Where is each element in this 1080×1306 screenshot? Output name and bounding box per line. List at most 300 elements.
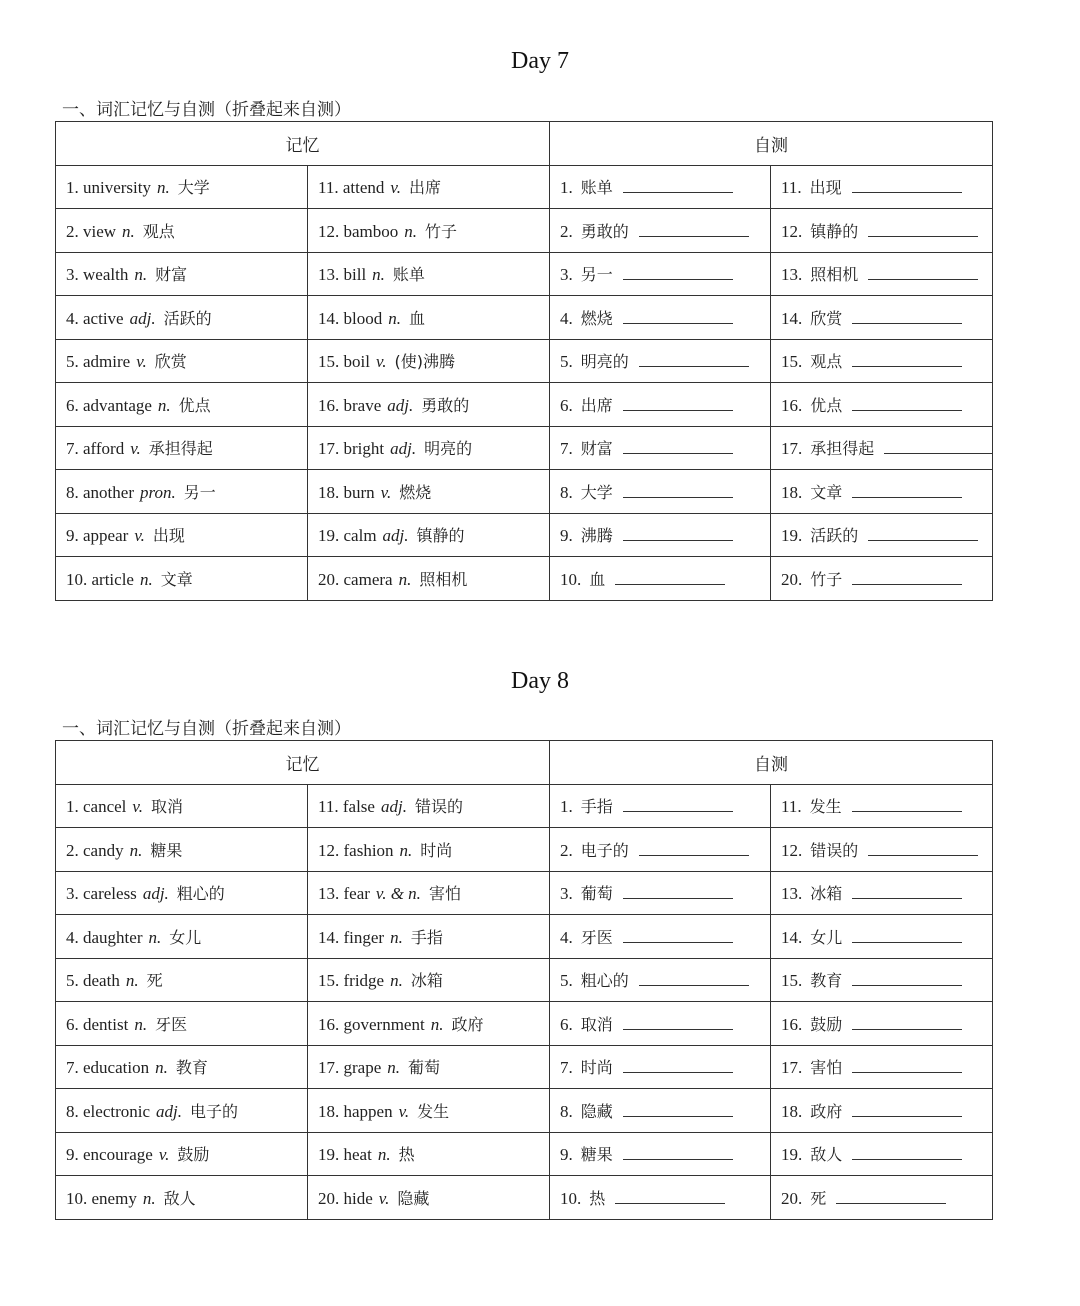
answer-blank[interactable]	[852, 797, 962, 812]
meaning: 女儿	[169, 927, 202, 947]
test-number: 11.	[781, 797, 802, 817]
word: 1. university	[66, 178, 151, 198]
part-of-speech: n.	[399, 840, 413, 860]
test-number: 20.	[781, 1188, 803, 1208]
table-row	[56, 1089, 993, 1133]
word: 11. false	[318, 797, 375, 817]
self-test-cell	[771, 339, 993, 383]
word: 1. cancel	[66, 797, 127, 817]
memory-cell	[308, 470, 550, 514]
answer-blank[interactable]	[623, 884, 733, 899]
test-number: 10.	[560, 1188, 582, 1208]
part-of-speech: n.	[139, 569, 153, 589]
table-row	[56, 1045, 993, 1089]
memory-cell	[308, 828, 550, 872]
self-test-cell	[771, 252, 993, 296]
word: 14. finger	[318, 927, 385, 947]
answer-blank[interactable]	[852, 928, 962, 943]
test-number: 11.	[781, 178, 802, 198]
answer-blank[interactable]	[639, 971, 749, 986]
self-test-cell	[771, 1002, 993, 1046]
word: 15. boil	[318, 352, 370, 372]
answer-blank[interactable]	[623, 178, 733, 193]
test-prompt: 另一	[580, 265, 613, 285]
test-prompt: 勇敢的	[580, 221, 629, 241]
meaning: (使)沸腾	[394, 352, 455, 372]
answer-blank[interactable]	[623, 265, 733, 280]
memory-cell	[308, 1176, 550, 1220]
memory-cell	[308, 339, 550, 383]
memory-cell	[308, 426, 550, 470]
part-of-speech: n.	[125, 971, 139, 991]
word: 9. encourage	[66, 1145, 153, 1165]
memory-cell	[56, 165, 308, 209]
self-test-cell	[550, 1002, 771, 1046]
meaning: 鼓励	[177, 1145, 210, 1165]
test-number: 12.	[781, 840, 803, 860]
answer-blank[interactable]	[836, 1189, 946, 1204]
memory-cell	[308, 165, 550, 209]
part-of-speech: n.	[430, 1014, 444, 1034]
answer-blank[interactable]	[852, 309, 962, 324]
meaning: 牙医	[155, 1014, 188, 1034]
meaning: 燃烧	[399, 482, 432, 502]
test-prompt: 镇静的	[810, 221, 859, 241]
part-of-speech: n.	[134, 1014, 148, 1034]
meaning: 敌人	[163, 1188, 196, 1208]
meaning: 镇静的	[416, 526, 465, 546]
word: 16. government	[318, 1014, 425, 1034]
self-test-cell	[771, 1045, 993, 1089]
table-row	[56, 296, 993, 340]
meaning: 手指	[410, 927, 443, 947]
test-prompt: 承担得起	[810, 439, 875, 459]
test-prompt: 手指	[580, 797, 613, 817]
meaning: 害怕	[428, 884, 461, 904]
test-number: 2.	[560, 840, 573, 860]
answer-blank[interactable]	[639, 352, 749, 367]
part-of-speech: v.	[158, 1145, 170, 1165]
test-prompt: 粗心的	[580, 971, 629, 991]
meaning: 葡萄	[408, 1058, 441, 1078]
word: 13. fear	[318, 884, 370, 904]
memory-cell	[56, 426, 308, 470]
answer-blank[interactable]	[623, 309, 733, 324]
test-prompt: 错误的	[810, 840, 859, 860]
self-test-cell	[550, 513, 771, 557]
memory-cell	[56, 915, 308, 959]
self-test-cell	[550, 165, 771, 209]
meaning: 优点	[178, 395, 211, 415]
answer-blank[interactable]	[623, 1145, 733, 1160]
test-number: 1.	[560, 178, 573, 198]
part-of-speech: n.	[377, 1145, 391, 1165]
part-of-speech: n.	[129, 840, 143, 860]
memory-cell	[56, 828, 308, 872]
self-test-cell	[550, 1089, 771, 1133]
meaning: 热	[398, 1145, 415, 1165]
part-of-speech: adj.	[382, 526, 409, 546]
meaning: 时尚	[420, 840, 453, 860]
memory-cell	[56, 470, 308, 514]
answer-blank[interactable]	[623, 526, 733, 541]
table-row	[56, 252, 993, 296]
table-row	[56, 339, 993, 383]
test-number: 9.	[560, 1145, 573, 1165]
word: 15. fridge	[318, 971, 385, 991]
table-header-row	[56, 122, 993, 166]
self-test-cell	[550, 871, 771, 915]
meaning: 血	[408, 308, 425, 328]
table-row	[56, 1132, 993, 1176]
test-prompt: 害怕	[810, 1058, 843, 1078]
table-row	[56, 557, 993, 601]
answer-blank[interactable]	[852, 884, 962, 899]
self-test-cell	[771, 296, 993, 340]
test-prompt: 死	[810, 1188, 827, 1208]
answer-blank[interactable]	[852, 1015, 962, 1030]
memory-cell	[308, 958, 550, 1002]
memory-cell	[56, 339, 308, 383]
self-test-cell	[550, 296, 771, 340]
word: 9. appear	[66, 526, 129, 546]
test-prompt: 出席	[580, 395, 613, 415]
part-of-speech: v.	[134, 526, 145, 546]
test-prompt: 财富	[580, 439, 613, 459]
memory-cell	[308, 513, 550, 557]
test-prompt: 优点	[810, 395, 843, 415]
self-test-cell	[550, 470, 771, 514]
meaning: 取消	[150, 797, 183, 817]
self-test-cell	[771, 557, 993, 601]
word: 2. candy	[66, 840, 124, 860]
answer-blank[interactable]	[852, 1102, 962, 1117]
test-prompt: 热	[589, 1188, 606, 1208]
table-row	[56, 513, 993, 557]
test-prompt: 燃烧	[580, 308, 613, 328]
self-test-cell	[550, 252, 771, 296]
memory-cell	[56, 1176, 308, 1220]
word: 20. camera	[318, 569, 393, 589]
memory-cell	[308, 1089, 550, 1133]
meaning: 文章	[160, 569, 193, 589]
test-prompt: 电子的	[580, 840, 629, 860]
answer-blank[interactable]	[623, 396, 733, 411]
test-prompt: 竹子	[810, 569, 843, 589]
part-of-speech: v.	[390, 178, 401, 198]
part-of-speech: n.	[372, 265, 385, 285]
part-of-speech: adj.	[156, 1101, 182, 1121]
word: 10. enemy	[66, 1188, 137, 1208]
test-number: 1.	[560, 797, 573, 817]
memory-cell	[308, 1045, 550, 1089]
table-row	[56, 915, 993, 959]
vocab-table	[55, 740, 993, 1220]
table-row	[56, 383, 993, 427]
test-prompt: 出现	[809, 178, 842, 198]
self-test-cell	[771, 1089, 993, 1133]
self-test-header: 自测	[550, 741, 993, 785]
memory-cell	[308, 871, 550, 915]
meaning: 死	[146, 971, 163, 991]
memory-header: 记忆	[56, 741, 550, 785]
answer-blank[interactable]	[884, 439, 992, 454]
memory-cell	[56, 252, 308, 296]
word: 19. heat	[318, 1145, 372, 1165]
meaning: 发生	[417, 1101, 450, 1121]
test-number: 15.	[781, 352, 803, 372]
meaning: 账单	[392, 265, 425, 285]
word: 20. hide	[318, 1188, 373, 1208]
answer-blank[interactable]	[623, 797, 733, 812]
test-prompt: 活跃的	[810, 526, 859, 546]
part-of-speech: n.	[404, 221, 418, 241]
self-test-cell	[771, 828, 993, 872]
test-prompt: 账单	[580, 178, 613, 198]
memory-cell	[56, 1089, 308, 1133]
test-prompt: 冰箱	[810, 884, 843, 904]
memory-cell	[308, 1002, 550, 1046]
memory-cell	[56, 383, 308, 427]
memory-cell	[56, 296, 308, 340]
answer-blank[interactable]	[623, 483, 733, 498]
word: 16. brave	[318, 395, 382, 415]
part-of-speech: v.	[398, 1101, 410, 1121]
memory-cell	[308, 915, 550, 959]
test-number: 10.	[560, 569, 582, 589]
meaning: 观点	[142, 221, 175, 241]
meaning: 活跃的	[163, 308, 212, 328]
self-test-cell	[771, 915, 993, 959]
test-number: 20.	[781, 569, 803, 589]
memory-cell	[56, 958, 308, 1002]
memory-cell	[308, 209, 550, 253]
test-prompt: 敌人	[810, 1145, 843, 1165]
answer-blank[interactable]	[852, 1145, 962, 1160]
memory-header: 记忆	[56, 122, 550, 166]
word: 3. wealth	[66, 265, 129, 285]
self-test-cell	[550, 915, 771, 959]
answer-blank[interactable]	[852, 178, 962, 193]
meaning: 承担得起	[148, 439, 213, 459]
test-number: 13.	[781, 884, 803, 904]
test-prompt: 糖果	[580, 1145, 613, 1165]
word: 18. burn	[318, 482, 375, 502]
self-test-cell	[771, 470, 993, 514]
meaning: 明亮的	[424, 439, 473, 459]
test-number: 8.	[560, 1101, 573, 1121]
self-test-cell	[550, 1132, 771, 1176]
test-number: 16.	[781, 1014, 803, 1034]
part-of-speech: n.	[388, 308, 401, 328]
part-of-speech: adj.	[387, 395, 414, 415]
self-test-cell	[771, 165, 993, 209]
part-of-speech: v.	[375, 352, 387, 372]
answer-blank[interactable]	[615, 1189, 725, 1204]
test-number: 3.	[560, 265, 573, 285]
test-number: 17.	[781, 1058, 803, 1078]
self-test-cell	[550, 557, 771, 601]
word: 12. bamboo	[318, 221, 399, 241]
test-number: 4.	[560, 308, 573, 328]
answer-blank[interactable]	[623, 439, 733, 454]
test-number: 15.	[781, 971, 803, 991]
test-prompt: 沸腾	[580, 526, 613, 546]
day-title: Day 8	[511, 668, 569, 694]
test-number: 16.	[781, 395, 803, 415]
section-subtitle: 一、词汇记忆与自测（折叠起来自测）	[62, 100, 351, 120]
table-row	[56, 958, 993, 1002]
test-prompt: 发生	[809, 797, 842, 817]
table-row	[56, 1176, 993, 1220]
self-test-cell	[771, 871, 993, 915]
part-of-speech: v.	[378, 1188, 390, 1208]
test-number: 2.	[560, 221, 573, 241]
word: 6. dentist	[66, 1014, 129, 1034]
self-test-cell	[550, 828, 771, 872]
meaning: 教育	[175, 1058, 208, 1078]
test-prompt: 女儿	[810, 927, 843, 947]
table-row	[56, 165, 993, 209]
word: 18. happen	[318, 1101, 393, 1121]
meaning: 财富	[155, 265, 188, 285]
word: 8. another	[66, 482, 134, 502]
word: 7. afford	[66, 439, 125, 459]
test-prompt: 观点	[810, 352, 843, 372]
answer-blank[interactable]	[615, 570, 725, 585]
part-of-speech: n.	[134, 265, 148, 285]
answer-blank[interactable]	[852, 570, 962, 585]
test-prompt: 取消	[580, 1014, 613, 1034]
test-number: 6.	[560, 1014, 573, 1034]
test-number: 18.	[781, 482, 803, 502]
part-of-speech: n.	[142, 1188, 156, 1208]
part-of-speech: v.	[136, 352, 147, 372]
meaning: 错误的	[414, 797, 463, 817]
test-number: 7.	[560, 1058, 573, 1078]
self-test-cell	[550, 784, 771, 828]
test-number: 13.	[781, 265, 803, 285]
part-of-speech: adj.	[380, 797, 407, 817]
self-test-cell	[771, 513, 993, 557]
vocab-table	[55, 121, 993, 601]
table-row	[56, 1002, 993, 1046]
meaning: 照相机	[419, 569, 468, 589]
part-of-speech: n.	[122, 221, 135, 241]
answer-blank[interactable]	[868, 526, 978, 541]
answer-blank[interactable]	[852, 971, 962, 986]
meaning: 糖果	[150, 840, 183, 860]
answer-blank[interactable]	[623, 1058, 733, 1073]
self-test-cell	[771, 784, 993, 828]
answer-blank[interactable]	[852, 396, 962, 411]
test-number: 9.	[560, 526, 573, 546]
memory-cell	[56, 1002, 308, 1046]
answer-blank[interactable]	[852, 483, 962, 498]
answer-blank[interactable]	[868, 222, 978, 237]
self-test-cell	[771, 383, 993, 427]
part-of-speech: v.	[380, 482, 392, 502]
self-test-cell	[550, 958, 771, 1002]
word: 4. active	[66, 308, 124, 328]
word: 10. article	[66, 569, 134, 589]
self-test-cell	[771, 209, 993, 253]
test-prompt: 时尚	[580, 1058, 613, 1078]
meaning: 电子的	[190, 1101, 239, 1121]
memory-cell	[56, 1045, 308, 1089]
test-number: 5.	[560, 352, 573, 372]
word: 7. education	[66, 1058, 150, 1078]
self-test-cell	[550, 383, 771, 427]
part-of-speech: n.	[157, 395, 171, 415]
test-number: 12.	[781, 221, 803, 241]
test-prompt: 大学	[580, 482, 613, 502]
memory-cell	[308, 252, 550, 296]
meaning: 隐藏	[397, 1188, 430, 1208]
test-number: 5.	[560, 971, 573, 991]
word: 5. death	[66, 971, 120, 991]
part-of-speech: adj.	[129, 308, 156, 328]
self-test-cell	[550, 339, 771, 383]
meaning: 另一	[183, 482, 216, 502]
memory-cell	[56, 871, 308, 915]
test-prompt: 葡萄	[580, 884, 613, 904]
test-prompt: 牙医	[580, 927, 613, 947]
test-prompt: 教育	[810, 971, 843, 991]
word: 6. advantage	[66, 395, 152, 415]
word: 11. attend	[318, 178, 385, 198]
answer-blank[interactable]	[639, 222, 749, 237]
memory-cell	[308, 383, 550, 427]
test-number: 4.	[560, 927, 573, 947]
answer-blank[interactable]	[852, 1058, 962, 1073]
answer-blank[interactable]	[852, 352, 962, 367]
test-prompt: 文章	[810, 482, 843, 502]
part-of-speech: pron.	[139, 482, 176, 502]
test-number: 8.	[560, 482, 573, 502]
day-title: Day 7	[511, 48, 569, 74]
meaning: 冰箱	[410, 971, 443, 991]
part-of-speech: n.	[390, 971, 403, 991]
test-prompt: 明亮的	[580, 352, 629, 372]
meaning: 政府	[451, 1014, 484, 1034]
meaning: 勇敢的	[421, 395, 470, 415]
meaning: 粗心的	[176, 884, 225, 904]
test-number: 17.	[781, 439, 803, 459]
table-row	[56, 470, 993, 514]
test-number: 19.	[781, 1145, 803, 1165]
meaning: 竹子	[425, 221, 458, 241]
word: 13. bill	[318, 265, 367, 285]
test-prompt: 血	[589, 569, 606, 589]
meaning: 欣赏	[154, 352, 187, 372]
word: 17. grape	[318, 1058, 382, 1078]
test-number: 14.	[781, 308, 803, 328]
memory-cell	[308, 1132, 550, 1176]
part-of-speech: v.	[132, 797, 143, 817]
answer-blank[interactable]	[868, 265, 978, 280]
answer-blank[interactable]	[623, 1102, 733, 1117]
test-number: 7.	[560, 439, 573, 459]
answer-blank[interactable]	[639, 841, 749, 856]
answer-blank[interactable]	[623, 928, 733, 943]
answer-blank[interactable]	[623, 1015, 733, 1030]
word: 14. blood	[318, 308, 383, 328]
test-prompt: 欣赏	[810, 308, 843, 328]
answer-blank[interactable]	[868, 841, 978, 856]
self-test-cell	[550, 209, 771, 253]
part-of-speech: n.	[398, 569, 412, 589]
